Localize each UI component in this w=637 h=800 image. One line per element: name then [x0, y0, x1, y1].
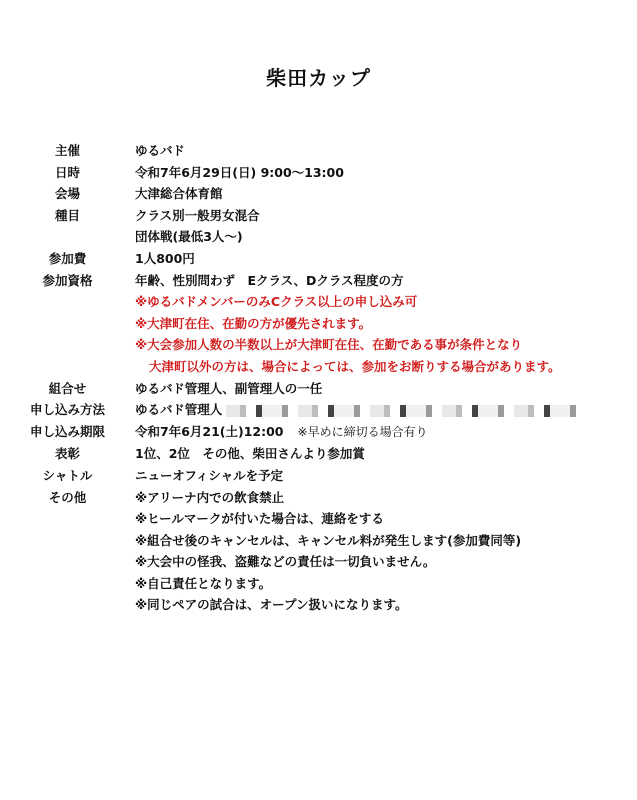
label-deadline: 申し込み期限: [29, 423, 105, 439]
label-organizer: 主催: [54, 143, 80, 158]
other-note: ※ヒールマークが付いた場合は、連絡をする: [135, 511, 384, 527]
label-eligibility: 参加資格: [42, 272, 93, 288]
label-pairing: 組合せ: [48, 380, 87, 396]
value-deadline: [135, 421, 637, 444]
application-method-text: ゆるバド管理人: [135, 402, 223, 418]
deadline-text: 令和7年6月21(土)12:00: [135, 423, 284, 439]
redacted-contact: [226, 405, 581, 417]
row-pairing: [0, 378, 637, 400]
value-venue: 大津総合体育館: [135, 186, 223, 202]
row-datetime: [0, 162, 637, 184]
value-awards: 1位、2位 その他、柴田さんより参加賞: [135, 446, 365, 462]
label-other: その他: [48, 489, 87, 505]
row-deadline: [0, 421, 637, 444]
other-note: ※同じペアの試合は、オープン扱いになります。: [135, 597, 408, 613]
label-datetime: 日時: [54, 164, 80, 180]
row-other: [0, 487, 637, 617]
row-application-method: [0, 399, 637, 421]
event-details: [0, 140, 637, 616]
value-shuttle: ニューオフィシャルを予定: [135, 467, 284, 483]
value-event-line: クラス別一般男女混合: [135, 207, 260, 223]
row-eligibility: [0, 270, 637, 378]
label-awards: 表彰: [54, 446, 80, 462]
page-title: 柴田カップ: [266, 66, 371, 90]
row-venue: [0, 183, 637, 205]
value-application-method: [135, 399, 637, 421]
row-awards: [0, 443, 637, 465]
label-venue: 会場: [54, 186, 80, 202]
label-event: 種目: [54, 207, 80, 223]
eligibility-note: 大津町以外の方は、場合によっては、参加をお断りする場合があります。: [149, 358, 561, 374]
row-shuttle: [0, 465, 637, 487]
eligibility-note: ※大津町在住、在勤の方が優先されます。: [135, 315, 372, 331]
value-fee: 1人800円: [135, 250, 195, 266]
row-fee: [0, 248, 637, 270]
value-eligibility: 年齢、性別問わず Eクラス、Dクラス程度の方: [135, 272, 404, 288]
value-datetime: 令和7年6月29日(日) 9:00～13:00: [135, 164, 344, 180]
row-organizer: [0, 140, 637, 162]
value-pairing: ゆるバド管理人、副管理人の一任: [135, 380, 323, 396]
value-event-line: 団体戦(最低3人～): [135, 229, 243, 245]
label-shuttle: シャトル: [42, 467, 93, 483]
label-application-method: 申し込み方法: [29, 402, 105, 418]
other-note: ※組合せ後のキャンセルは、キャンセル料が発生します(参加費同等): [135, 532, 522, 548]
eligibility-note: ※ゆるバドメンバーのみCクラス以上の申し込み可: [135, 294, 418, 310]
label-fee: 参加費: [48, 250, 87, 266]
other-note: ※アリーナ内での飲食禁止: [135, 489, 285, 505]
other-note: ※大会中の怪我、盗難などの責任は一切負いません。: [135, 554, 436, 570]
row-event: [0, 205, 637, 248]
other-note: ※自己責任となります。: [135, 575, 272, 591]
deadline-note: ※早めに締切る場合有り: [297, 424, 428, 439]
value-organizer: ゆるバド: [135, 143, 185, 158]
eligibility-note: ※大会参加人数の半数以上が大津町在住、在勤である事が条件となり: [135, 337, 523, 353]
